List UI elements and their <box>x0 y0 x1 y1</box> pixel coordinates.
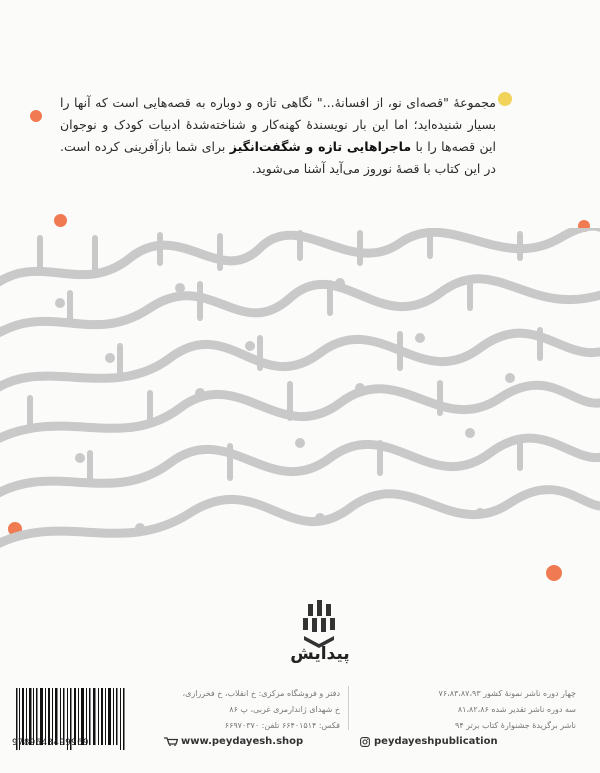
store-info <box>150 686 340 734</box>
instagram-link[interactable] <box>360 736 498 747</box>
instagram-handle: peydayeshpublication <box>374 736 498 747</box>
publisher-name: پیدایش <box>290 644 350 664</box>
orange-dot <box>54 214 67 227</box>
store-address-line: دفتر و فروشگاه مرکزی: خ انقلاب، خ فخررازی، <box>182 689 340 698</box>
instagram-icon <box>360 737 370 747</box>
award-line: ناشر برگزیدهٔ جشنوارهٔ کتاب برتر ۹۴ <box>455 721 576 730</box>
calligraphy-pattern-decoration <box>0 228 600 568</box>
description-text: مجموعهٔ "قصه‌ای نو، از افسانهٔ..." نگاهی تازه و دوباره به قصه‌هایی است که آنها را بسیار شنیده‌اید؛ اما این بار نویسندهٔ کهنه‌کار و شناخته‌شدهٔ ادبیات کودک و نوجوان این قصه‌ها را با <box>60 95 496 154</box>
isbn-number: 9789643499969 <box>12 738 89 748</box>
yellow-dot <box>498 92 512 106</box>
award-line: سه دوره ناشر تقدیر شده ۸۱،۸۲،۸۶ <box>457 705 576 714</box>
info-divider <box>348 686 349 730</box>
book-description <box>60 92 496 180</box>
store-contact-line: فکس: ۶۶۴۰۱۵۱۴ تلفن: ۶۶۹۷۰۳۷۰ <box>224 721 340 730</box>
store-address-line: خ شهدای ژاندارمری غربی، پ ۸۶ <box>229 705 340 714</box>
award-line: چهار دوره ناشر نمونهٔ کشور ۷۶،۸۳،۸۷،۹۳ <box>438 689 576 698</box>
website-link[interactable] <box>164 736 303 747</box>
website-url: www.peydayesh.shop <box>181 736 304 747</box>
cart-icon <box>164 737 178 746</box>
description-highlight: ماجراهایی تازه و شگفت‌انگیز <box>229 139 412 154</box>
orange-dot <box>30 110 42 122</box>
publisher-awards <box>356 686 576 734</box>
description-text-end: برای شما بازآفرینی کرده است. در این کتاب با قصهٔ نوروز می‌آید آشنا می‌شوید. <box>60 139 496 176</box>
